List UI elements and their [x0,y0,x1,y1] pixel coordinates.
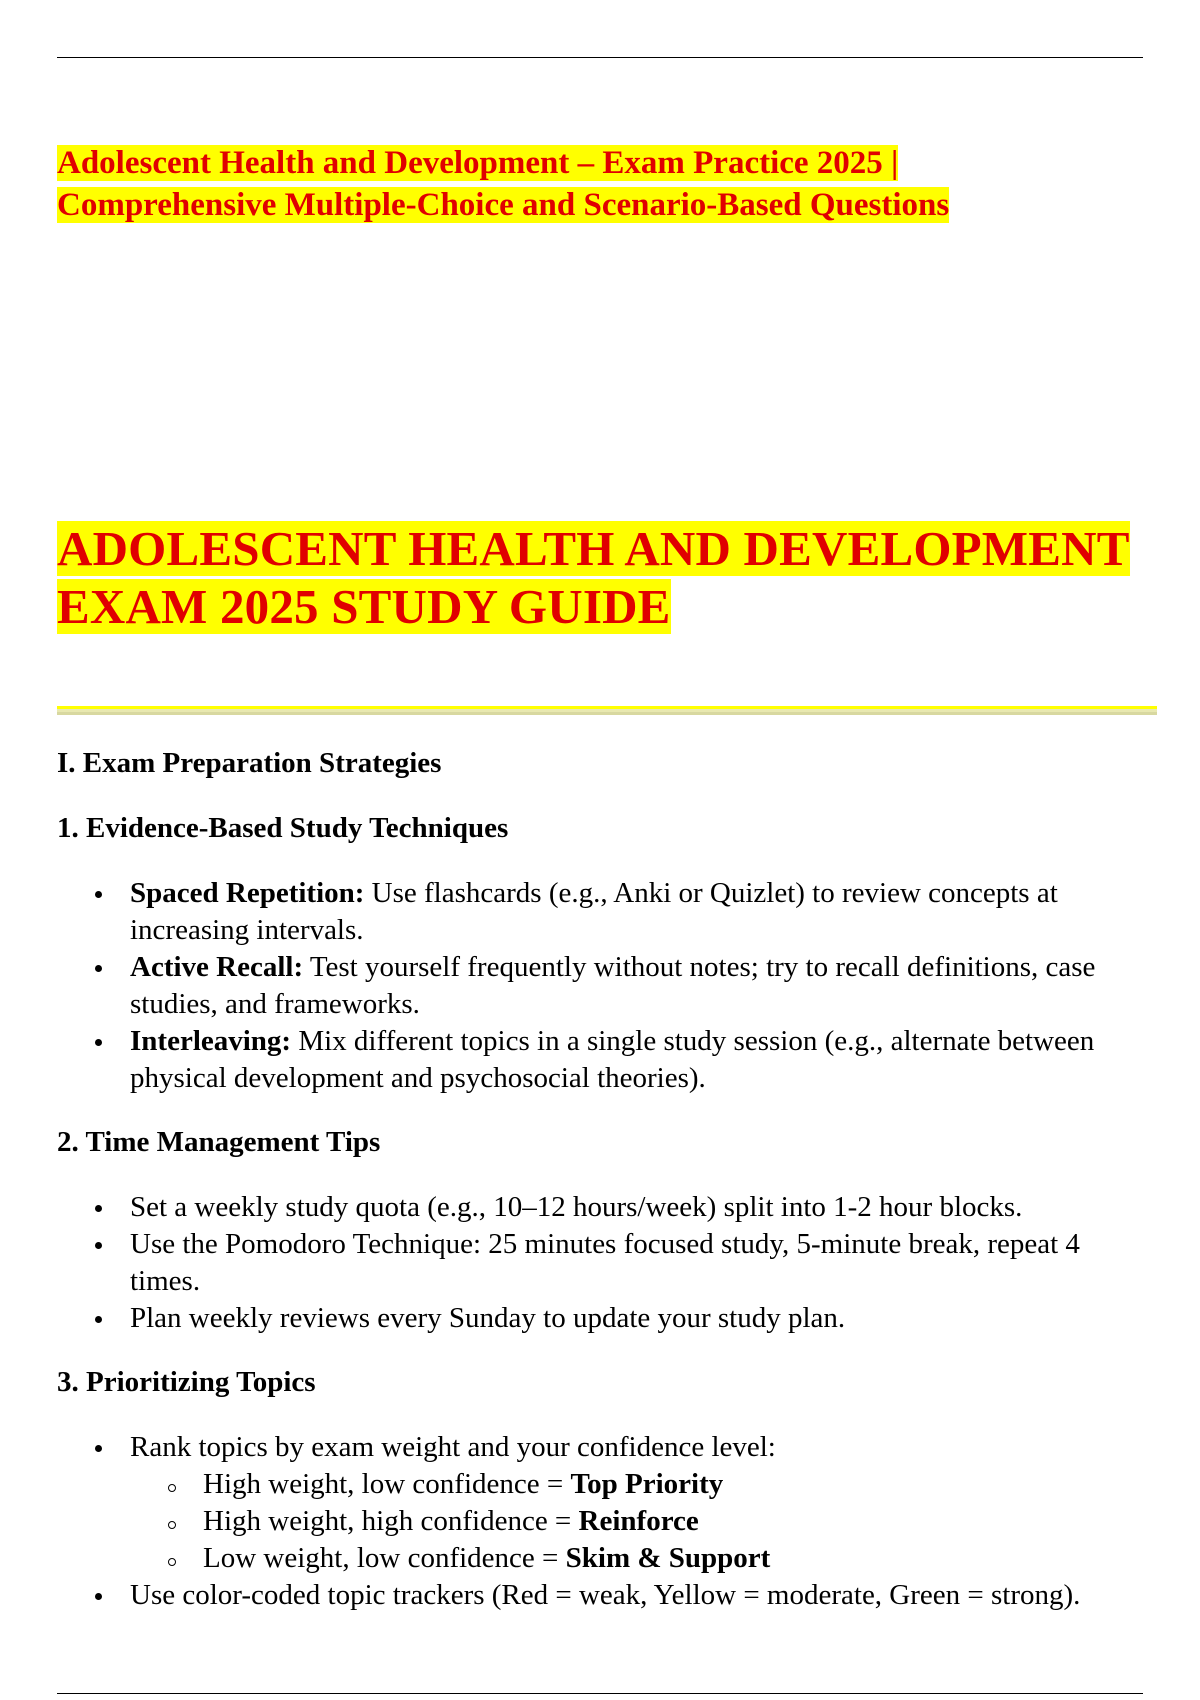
list-item [57,1189,1157,1226]
circle-bullet-icon [168,1521,176,1529]
top-rule [57,57,1143,58]
sub-item-strong: Top Priority [570,1468,724,1500]
bullet-icon [95,1242,102,1249]
item-text: Rank topics by exam weight and your confidence level: [130,1431,776,1463]
priority-sublist [130,1466,1157,1577]
subsection-title-study-techniques: 1. Evidence-Based Study Techniques [57,812,509,844]
bullet-icon [95,1593,102,1600]
circle-bullet-icon [168,1484,176,1492]
subsection-title-prioritizing: 3. Prioritizing Topics [57,1366,316,1398]
bottom-rule [57,1693,1143,1694]
item-text: Test yourself frequently without notes; try to recall definitions, case studies, and frameworks. [130,951,1096,1020]
prioritizing-list [57,1429,1157,1614]
sublist-item [130,1466,1157,1503]
subsection-title-time-management: 2. Time Management Tips [57,1126,381,1158]
list-item [57,1300,1157,1337]
item-label: Interleaving: [130,1025,292,1057]
bullet-icon [95,1445,102,1452]
study-guide-heading-line1: ADOLESCENT HEALTH AND DEVELOPMENT [57,521,1130,576]
list-item [57,949,1157,1023]
list-item [57,1577,1157,1614]
sublist-item [130,1503,1157,1540]
sub-item-text: High weight, high confidence = [203,1505,579,1537]
document-title [57,142,1147,226]
list-item [57,1023,1157,1097]
list-item [57,1226,1157,1300]
item-label: Active Recall: [130,951,304,983]
sublist-item [130,1540,1157,1577]
bullet-icon [95,1316,102,1323]
section-divider [57,706,1157,715]
item-text: Use color-coded topic trackers (Red = weak, Yellow = moderate, Green = strong). [130,1579,1081,1611]
list-item [57,875,1157,949]
bullet-icon [95,1039,102,1046]
bullet-icon [95,891,102,898]
sub-item-text: High weight, low confidence = [203,1468,571,1500]
item-text: Use flashcards (e.g., Anki or Quizlet) to review concepts at increasing intervals. [130,877,1058,946]
sub-item-text: Low weight, low confidence = [203,1542,566,1574]
study-techniques-list [57,875,1157,1097]
study-guide-heading [57,520,1157,636]
bullet-icon [95,1205,102,1212]
item-label: Spaced Repetition: [130,877,365,909]
item-text: Use the Pomodoro Technique: 25 minutes focused study, 5-minute break, repeat 4 times. [130,1228,1080,1297]
section-title: I. Exam Preparation Strategies [57,747,442,779]
time-management-list [57,1189,1157,1337]
document-title-line1: Adolescent Health and Development – Exam Practice 2025 | [57,145,899,181]
sub-item-strong: Reinforce [578,1505,699,1537]
list-item [57,1429,1157,1577]
study-guide-heading-line2: EXAM 2025 STUDY GUIDE [57,579,671,634]
bullet-icon [95,965,102,972]
study-guide-content [57,745,1157,1614]
circle-bullet-icon [168,1558,176,1566]
document-title-line2: Comprehensive Multiple-Choice and Scenario-Based Questions [57,187,950,223]
sub-item-strong: Skim & Support [565,1542,771,1574]
item-text: Set a weekly study quota (e.g., 10–12 hours/week) split into 1-2 hour blocks. [130,1191,1023,1223]
item-text: Mix different topics in a single study session (e.g., alternate between physical development and psychosocial theories). [130,1025,1095,1094]
item-text: Plan weekly reviews every Sunday to update your study plan. [130,1302,846,1334]
